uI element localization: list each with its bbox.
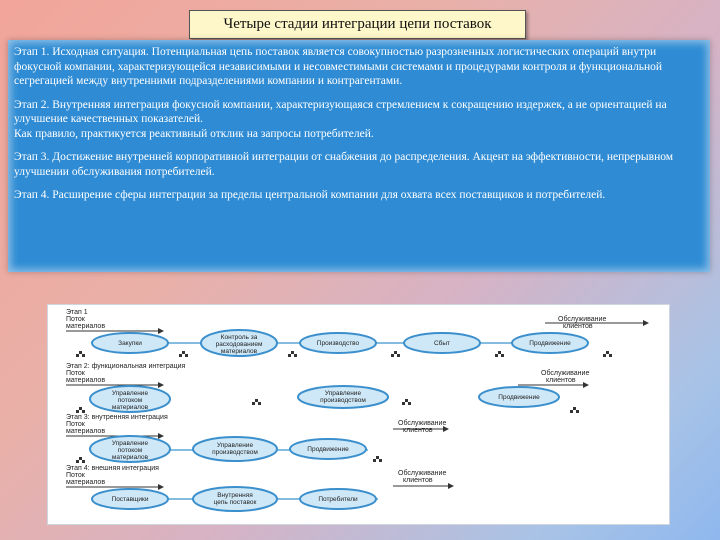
stage-4-flow-label-1: Поток — [66, 472, 85, 479]
stage-1-node-3-label: Производство — [316, 340, 360, 347]
stage-3-flow-label-1: Поток — [66, 421, 85, 428]
stage-1-text: Этап 1. Исходная ситуация. Потенциальная цепь поставок является совокупностью разрозненных логистических операций внутри фокусной компании, характеризующейся независимыми и несовместимыми системами и процедурами контроля и функциональной сегрегацией между внутренними подразделениями компании и контрагентами. — [14, 46, 662, 87]
stage-1-group — [66, 309, 648, 357]
stage-4-group — [66, 465, 453, 511]
stage-2-node-2-label: Управление производством — [320, 390, 366, 404]
stage-3-service-label-2: клиентов — [403, 427, 433, 434]
stage-2-service-label-1: Обслуживание — [541, 370, 590, 377]
stage-4-node-2-label: Внутренняя цепь поставок — [213, 492, 257, 506]
stage-2-note: Как правило, практикуется реактивный отклик на запросы потребителей. — [14, 127, 374, 140]
stage-2-heading: Этап 2: функциональная интеграция — [66, 363, 186, 370]
stage-1-service-label-2: клиентов — [563, 323, 593, 330]
stage-4-flow-label-2: материалов — [66, 479, 106, 486]
stage-1-node-2-label: Контроль за расходованием материалов — [215, 334, 263, 355]
stage-2-node-3-label: Продвижение — [498, 394, 540, 401]
stage-3-text: Этап 3. Достижение внутренней корпоративной интеграции от снабжения до распределения. Акцент на эффективности, непрерывном улучшении обслуживания потребителей. — [14, 151, 674, 178]
stage-2-flow-label-2: материалов — [66, 377, 106, 384]
stage-3-group — [66, 414, 448, 463]
stage-1-flow-label-2: материалов — [66, 323, 106, 330]
stage-1-node-4-label: Сбыт — [433, 340, 451, 347]
stage-4-service-label-1: Обслуживание — [398, 470, 447, 477]
stage-4-heading: Этап 4: внешняя интеграция — [66, 465, 159, 472]
stage-4-text: Этап 4. Расширение сферы интеграции за пределы центральной компании для охвата всех поставщиков и потребителей. — [14, 189, 606, 201]
stage-1-service-label-1: Обслуживание — [558, 316, 607, 323]
stage-3-service-label-1: Обслуживание — [398, 420, 447, 427]
stage-3-node-3-label: Продвижение — [307, 446, 349, 453]
stage-2-paragraph — [14, 98, 704, 142]
slide-title-text: Четыре стадии интеграции цепи поставок — [223, 16, 492, 32]
stage-4-service-label-2: клиентов — [403, 477, 433, 484]
stage-1-node-1-label: Закупки — [118, 340, 142, 347]
stage-2-service-label-2: клиентов — [546, 377, 576, 384]
stage-3-flow-label-2: материалов — [66, 428, 106, 435]
stage-2-node-1-label: Управление потоком материалов — [111, 390, 149, 411]
stage-4-paragraph — [14, 188, 704, 203]
integration-diagram-svg — [48, 305, 669, 524]
stage-4-node-3-label: Потребители — [318, 496, 358, 503]
stage-2-group — [66, 363, 589, 413]
stage-3-node-2-label: Управление производством — [212, 442, 258, 456]
stage-1-node-5-label: Продвижение — [529, 340, 571, 347]
stage-3-heading: Этап 3: внутренняя интеграция — [66, 414, 168, 421]
stage-3-paragraph — [14, 150, 704, 179]
stage-2-text: Этап 2. Внутренняя интеграция фокусной компании, характеризующаяся стремлением к сокращению издержек, а не ориентацией на улучшение качественных показателей. — [14, 98, 667, 125]
stages-text-panel — [8, 40, 710, 272]
stage-1-flow-label-1: Поток — [66, 316, 85, 323]
stage-3-node-1-label: Управление потоком материалов — [111, 440, 149, 461]
stage-1-paragraph — [14, 45, 704, 89]
integration-diagram — [47, 304, 670, 525]
slide-title — [189, 10, 526, 39]
stage-2-flow-label-1: Поток — [66, 370, 85, 377]
stage-4-node-1-label: Поставщики — [111, 496, 149, 503]
stage-1-heading: Этап 1 — [66, 309, 88, 316]
